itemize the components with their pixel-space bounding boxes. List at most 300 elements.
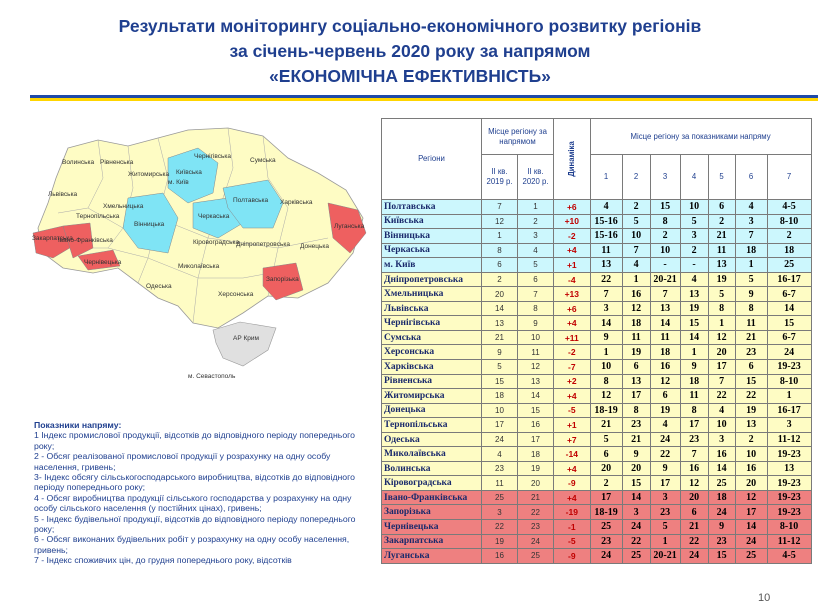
table-row — [382, 243, 812, 258]
table-row — [382, 461, 812, 476]
indicator-rank-3: 14 — [650, 316, 680, 331]
indicator-rank-7: 6-7 — [767, 287, 811, 302]
region-name: Чернівецька — [382, 520, 482, 535]
indicator-rank-4: 3 — [680, 229, 708, 244]
indicator-rank-5: 17 — [708, 360, 735, 375]
indicator-rank-7: 19-23 — [767, 360, 811, 375]
table-row — [382, 534, 812, 549]
map-label-chernihivska: Чернігівська — [194, 153, 232, 160]
rank-dynamics: +7 — [554, 432, 591, 447]
indicator-rank-6: 18 — [735, 243, 767, 258]
rank-q2-2019: 23 — [482, 461, 518, 476]
rank-q2-2020: 14 — [518, 389, 554, 404]
rank-q2-2020: 15 — [518, 403, 554, 418]
rank-dynamics: +4 — [554, 490, 591, 505]
indicator-rank-1: 25 — [590, 520, 622, 535]
region-name: Житомирська — [382, 389, 482, 404]
indicator-rank-4: 23 — [680, 432, 708, 447]
indicator-rank-5: 15 — [708, 549, 735, 564]
indicator-rank-4: 18 — [680, 374, 708, 389]
indicator-rank-1: 20 — [590, 461, 622, 476]
rank-dynamics: -2 — [554, 345, 591, 360]
indicator-rank-2: 19 — [622, 345, 650, 360]
indicator-rank-4: 22 — [680, 534, 708, 549]
legend-item: 1 Індекс промислової продукції, відсотків до відповідного періоду попереднього року; — [34, 430, 355, 451]
indicator-rank-4: 13 — [680, 287, 708, 302]
rank-q2-2019: 25 — [482, 490, 518, 505]
rank-dynamics: +1 — [554, 418, 591, 433]
rank-q2-2020: 9 — [518, 316, 554, 331]
legend-item: 2 - Обсяг реалізованої промислової продукції у розрахунку на одну особу населення, гривень; — [34, 451, 331, 472]
indicator-rank-3: 1 — [650, 534, 680, 549]
indicator-rank-5: 20 — [708, 345, 735, 360]
map-label-kyiv: м. Київ — [168, 179, 189, 186]
table-row — [382, 200, 812, 215]
rank-q2-2019: 2 — [482, 272, 518, 287]
rank-q2-2019: 11 — [482, 476, 518, 491]
table-row — [382, 330, 812, 345]
rank-q2-2019: 12 — [482, 214, 518, 229]
indicator-rank-5: 23 — [708, 534, 735, 549]
indicator-rank-1: 13 — [590, 258, 622, 273]
rank-q2-2019: 17 — [482, 418, 518, 433]
rank-q2-2020: 25 — [518, 549, 554, 564]
indicator-rank-4: 9 — [680, 360, 708, 375]
region-name: Харківська — [382, 360, 482, 375]
indicator-rank-7: 4-5 — [767, 549, 811, 564]
rank-q2-2019: 20 — [482, 287, 518, 302]
title-line-3: «ЕКОНОМІЧНА ЕФЕКТИВНІСТЬ» — [269, 66, 551, 86]
indicator-rank-6: 5 — [735, 272, 767, 287]
header-q2-2019: ІІ кв. 2019 р. — [482, 155, 518, 200]
indicator-rank-1: 11 — [590, 243, 622, 258]
rank-dynamics: +10 — [554, 214, 591, 229]
indicator-rank-2: 15 — [622, 476, 650, 491]
rank-dynamics: +4 — [554, 461, 591, 476]
indicator-rank-7: 8-10 — [767, 214, 811, 229]
indicator-rank-2: 7 — [622, 243, 650, 258]
indicator-rank-4: 19 — [680, 301, 708, 316]
map-label-ivanofrankivska: Івано-Франківська — [58, 237, 113, 244]
indicator-rank-6: 17 — [735, 505, 767, 520]
header-place-indicators: Місце регіону за показниками напряму — [590, 119, 811, 155]
indicator-rank-6: 12 — [735, 490, 767, 505]
table-row — [382, 490, 812, 505]
indicator-rank-7: 2 — [767, 229, 811, 244]
title-line-2: за січень-червень 2020 року за напрямом — [229, 41, 591, 61]
rank-q2-2019: 16 — [482, 549, 518, 564]
title-line-1: Результати моніторингу соціально-економічного розвитку регіонів — [118, 16, 702, 36]
indicator-rank-1: 23 — [590, 534, 622, 549]
rank-q2-2019: 19 — [482, 534, 518, 549]
indicator-rank-1: 15-16 — [590, 214, 622, 229]
indicator-rank-3: 12 — [650, 374, 680, 389]
legend-item: 3- Індекс обсягу сільськогосподарського виробництва, відсотків до відповідного періоду попереднього року; — [34, 472, 355, 493]
indicator-rank-4: 16 — [680, 461, 708, 476]
rank-q2-2019: 7 — [482, 200, 518, 215]
indicator-rank-7: 3 — [767, 418, 811, 433]
rank-q2-2020: 21 — [518, 490, 554, 505]
rank-q2-2020: 18 — [518, 447, 554, 462]
indicator-rank-3: 15 — [650, 200, 680, 215]
header-col-6: 6 — [735, 155, 767, 200]
legend-item: 4 - Обсяг виробництва продукції сільського господарства у розрахунку на одну особу сільського населення (у постійних цінах), гривень; — [34, 492, 352, 514]
indicator-rank-4: 17 — [680, 418, 708, 433]
indicator-rank-2: 8 — [622, 403, 650, 418]
indicator-rank-5: 18 — [708, 490, 735, 505]
map-label-sumska: Сумська — [250, 157, 276, 164]
table-row — [382, 432, 812, 447]
table-row — [382, 272, 812, 287]
indicator-rank-7: 15 — [767, 316, 811, 331]
rank-q2-2020: 22 — [518, 505, 554, 520]
rank-q2-2020: 6 — [518, 272, 554, 287]
rank-dynamics: -5 — [554, 403, 591, 418]
map-label-khmelnytska: Хмельницька — [103, 203, 144, 210]
indicator-rank-6: 22 — [735, 389, 767, 404]
indicator-rank-6: 7 — [735, 229, 767, 244]
indicator-rank-6: 10 — [735, 447, 767, 462]
rank-q2-2019: 22 — [482, 520, 518, 535]
region-name: Черкаська — [382, 243, 482, 258]
rank-q2-2020: 10 — [518, 330, 554, 345]
table-row — [382, 360, 812, 375]
indicator-rank-7: 19-23 — [767, 476, 811, 491]
rank-q2-2019: 9 — [482, 345, 518, 360]
region-name: Київська — [382, 214, 482, 229]
table-row — [382, 505, 812, 520]
rank-q2-2019: 5 — [482, 360, 518, 375]
map-label-odeska: Одеська — [146, 283, 172, 290]
indicator-rank-1: 4 — [590, 200, 622, 215]
indicator-rank-5: 2 — [708, 214, 735, 229]
indicator-rank-2: 10 — [622, 229, 650, 244]
rank-dynamics: -1 — [554, 520, 591, 535]
indicator-rank-5: 9 — [708, 520, 735, 535]
indicator-rank-7: 8-10 — [767, 374, 811, 389]
indicator-rank-7: 24 — [767, 345, 811, 360]
indicator-rank-7: 13 — [767, 461, 811, 476]
map-label-zhytomyrska: Житомирська — [128, 171, 170, 178]
table-row — [382, 549, 812, 564]
map-label-donetska: Донецька — [300, 243, 330, 250]
indicator-rank-7: 11-12 — [767, 534, 811, 549]
map-label-ternopilska: Тернопільська — [76, 213, 120, 220]
indicator-rank-6: 2 — [735, 432, 767, 447]
rank-q2-2020: 1 — [518, 200, 554, 215]
rank-dynamics: +6 — [554, 301, 591, 316]
header-regions: Регіони — [382, 119, 482, 200]
rank-q2-2020: 12 — [518, 360, 554, 375]
indicator-rank-7: 1 — [767, 389, 811, 404]
rank-q2-2020: 8 — [518, 301, 554, 316]
rank-dynamics: -14 — [554, 447, 591, 462]
indicator-rank-2: 24 — [622, 520, 650, 535]
rank-dynamics: -9 — [554, 549, 591, 564]
indicator-rank-6: 23 — [735, 345, 767, 360]
indicator-rank-6: 19 — [735, 403, 767, 418]
indicator-rank-5: 3 — [708, 432, 735, 447]
indicator-rank-4: 20 — [680, 490, 708, 505]
indicator-rank-2: 22 — [622, 534, 650, 549]
indicator-rank-5: 6 — [708, 200, 735, 215]
table-row — [382, 374, 812, 389]
map-label-khersonska: Херсонська — [218, 291, 254, 298]
indicator-rank-1: 1 — [590, 345, 622, 360]
indicator-rank-7: 4-5 — [767, 200, 811, 215]
indicator-rank-2: 14 — [622, 490, 650, 505]
indicator-rank-2: 11 — [622, 330, 650, 345]
indicator-rank-1: 24 — [590, 549, 622, 564]
region-name: Івано-Франківська — [382, 490, 482, 505]
rank-dynamics: -4 — [554, 272, 591, 287]
indicator-rank-5: 16 — [708, 447, 735, 462]
region-name: Рівненська — [382, 374, 482, 389]
rank-q2-2020: 5 — [518, 258, 554, 273]
indicator-rank-5: 22 — [708, 389, 735, 404]
indicator-rank-3: 9 — [650, 461, 680, 476]
indicator-rank-6: 11 — [735, 316, 767, 331]
indicator-rank-2: 9 — [622, 447, 650, 462]
indicator-rank-5: 5 — [708, 287, 735, 302]
header-col-7: 7 — [767, 155, 811, 200]
indicator-rank-4: 6 — [680, 505, 708, 520]
region-name: Вінницька — [382, 229, 482, 244]
rank-q2-2020: 3 — [518, 229, 554, 244]
table-row — [382, 287, 812, 302]
indicator-rank-6: 15 — [735, 374, 767, 389]
rank-q2-2019: 21 — [482, 330, 518, 345]
indicator-rank-3: 23 — [650, 505, 680, 520]
indicator-rank-2: 16 — [622, 287, 650, 302]
legend-heading: Показники напряму: — [34, 420, 122, 430]
indicator-rank-1: 12 — [590, 389, 622, 404]
region-name: Донецька — [382, 403, 482, 418]
indicator-rank-7: 11-12 — [767, 432, 811, 447]
table-row — [382, 520, 812, 535]
indicator-rank-7: 14 — [767, 301, 811, 316]
indicator-rank-5: 1 — [708, 316, 735, 331]
rank-dynamics: +11 — [554, 330, 591, 345]
map-label-zaporizka: Запорізька — [266, 276, 299, 283]
region-name: Тернопільська — [382, 418, 482, 433]
map-label-poltavska: Полтавська — [233, 197, 269, 204]
rank-q2-2019: 14 — [482, 301, 518, 316]
indicator-rank-4: 12 — [680, 476, 708, 491]
flag-stripe-yellow — [30, 98, 818, 101]
indicator-rank-5: 19 — [708, 272, 735, 287]
indicator-rank-2: 4 — [622, 258, 650, 273]
table-row — [382, 447, 812, 462]
region-name: Чернігівська — [382, 316, 482, 331]
table-row — [382, 301, 812, 316]
table-row — [382, 316, 812, 331]
rank-q2-2019: 10 — [482, 403, 518, 418]
map-label-zakarpatska: Закарпатська — [32, 235, 73, 242]
indicator-rank-1: 18-19 — [590, 403, 622, 418]
map-label-rivnenska: Рівненська — [100, 159, 134, 166]
indicator-rank-1: 8 — [590, 374, 622, 389]
indicator-rank-3: 7 — [650, 287, 680, 302]
indicator-rank-5: 12 — [708, 330, 735, 345]
indicator-rank-3: 11 — [650, 330, 680, 345]
rank-q2-2020: 17 — [518, 432, 554, 447]
indicator-rank-6: 25 — [735, 549, 767, 564]
rank-q2-2020: 20 — [518, 476, 554, 491]
indicator-rank-3: 13 — [650, 301, 680, 316]
rank-q2-2020: 23 — [518, 520, 554, 535]
map-label-volynska: Волинська — [62, 159, 95, 166]
indicator-rank-2: 18 — [622, 316, 650, 331]
indicator-rank-4: 15 — [680, 316, 708, 331]
indicator-rank-7: 25 — [767, 258, 811, 273]
indicator-rank-3: 6 — [650, 389, 680, 404]
indicator-rank-3: 4 — [650, 418, 680, 433]
indicator-rank-1: 21 — [590, 418, 622, 433]
indicator-rank-3: 2 — [650, 229, 680, 244]
indicator-rank-4: 5 — [680, 214, 708, 229]
indicator-rank-4: 4 — [680, 272, 708, 287]
rank-dynamics: -5 — [554, 534, 591, 549]
indicator-rank-1: 3 — [590, 301, 622, 316]
indicator-rank-3: 19 — [650, 403, 680, 418]
rank-dynamics: -7 — [554, 360, 591, 375]
region-name: Херсонська — [382, 345, 482, 360]
header-col-4: 4 — [680, 155, 708, 200]
region-name: Луганська — [382, 549, 482, 564]
indicator-rank-6: 9 — [735, 287, 767, 302]
header-place-direction: Місце регіону за напрямом — [482, 119, 554, 155]
indicator-rank-1: 9 — [590, 330, 622, 345]
indicator-rank-1: 2 — [590, 476, 622, 491]
indicator-rank-6: 13 — [735, 418, 767, 433]
header-dynamics: Динаміка — [554, 119, 591, 200]
indicator-rank-7: 19-23 — [767, 447, 811, 462]
table-row — [382, 389, 812, 404]
indicator-rank-2: 2 — [622, 200, 650, 215]
indicator-rank-3: 20-21 — [650, 272, 680, 287]
region-name: Волинська — [382, 461, 482, 476]
legend-item: 7 - Індекс споживчих цін, до грудня попереднього року, відсотків — [34, 555, 292, 566]
indicator-rank-5: 25 — [708, 476, 735, 491]
legend-item: 6 - Обсяг виконаних будівельних робіт у розрахунку на одну особу населення, гривень; — [34, 534, 350, 555]
map-label-crimea: АР Крим — [233, 335, 259, 342]
indicator-rank-4: 1 — [680, 345, 708, 360]
indicator-rank-7: 16-17 — [767, 403, 811, 418]
table-row — [382, 214, 812, 229]
indicator-rank-6: 8 — [735, 301, 767, 316]
ranking-table — [381, 118, 812, 564]
indicator-rank-5: 4 — [708, 403, 735, 418]
indicator-rank-6: 14 — [735, 520, 767, 535]
region-name: Запорізька — [382, 505, 482, 520]
indicator-rank-4: 11 — [680, 389, 708, 404]
rank-q2-2019: 4 — [482, 447, 518, 462]
map-label-mykolaivska: Миколаївська — [178, 263, 220, 270]
region-name: Одеська — [382, 432, 482, 447]
indicator-rank-1: 14 — [590, 316, 622, 331]
map-label-sevastopol: м. Севастополь — [188, 373, 236, 380]
map-region-crimea — [213, 322, 276, 366]
region-name: Дніпропетровська — [382, 272, 482, 287]
rank-q2-2020: 24 — [518, 534, 554, 549]
map-label-lvivska: Львівська — [48, 191, 78, 198]
indicator-rank-2: 1 — [622, 272, 650, 287]
indicators-legend — [34, 420, 376, 566]
rank-q2-2020: 13 — [518, 374, 554, 389]
indicator-rank-2: 3 — [622, 505, 650, 520]
indicator-rank-7: 19-23 — [767, 490, 811, 505]
indicator-rank-6: 21 — [735, 330, 767, 345]
indicator-rank-7: 8-10 — [767, 520, 811, 535]
indicator-rank-4: 8 — [680, 403, 708, 418]
indicator-rank-4: 7 — [680, 447, 708, 462]
indicator-rank-4: 10 — [680, 200, 708, 215]
table-row — [382, 418, 812, 433]
indicator-rank-2: 21 — [622, 432, 650, 447]
rank-dynamics: -19 — [554, 505, 591, 520]
indicator-rank-4: 2 — [680, 243, 708, 258]
indicator-rank-1: 7 — [590, 287, 622, 302]
indicator-rank-5: 21 — [708, 229, 735, 244]
rank-dynamics: +4 — [554, 316, 591, 331]
indicator-rank-1: 18-19 — [590, 505, 622, 520]
map-label-dnipropetrovska: Дніпропетровська — [236, 241, 290, 248]
indicator-rank-5: 13 — [708, 258, 735, 273]
region-name: м. Київ — [382, 258, 482, 273]
table-row — [382, 229, 812, 244]
rank-q2-2019: 6 — [482, 258, 518, 273]
indicator-rank-3: 22 — [650, 447, 680, 462]
rank-dynamics: +4 — [554, 389, 591, 404]
legend-item: 5 - Індекс будівельної продукції, відсотків до відповідного періоду попереднього року; — [34, 513, 356, 535]
indicator-rank-7: 18 — [767, 243, 811, 258]
indicator-rank-3: 17 — [650, 476, 680, 491]
map-label-kharkivska: Харківська — [280, 199, 313, 206]
rank-q2-2020: 4 — [518, 243, 554, 258]
ukraine-map — [28, 118, 380, 388]
indicator-rank-5: 10 — [708, 418, 735, 433]
indicator-rank-6: 16 — [735, 461, 767, 476]
map-label-luhanska: Луганська — [334, 223, 365, 230]
indicator-rank-2: 6 — [622, 360, 650, 375]
indicator-rank-5: 8 — [708, 301, 735, 316]
indicator-rank-2: 13 — [622, 374, 650, 389]
rank-dynamics: +13 — [554, 287, 591, 302]
rank-q2-2019: 8 — [482, 243, 518, 258]
map-label-vinnytska: Вінницька — [134, 221, 165, 228]
header-col-5: 5 — [708, 155, 735, 200]
indicator-rank-6: 4 — [735, 200, 767, 215]
indicator-rank-1: 10 — [590, 360, 622, 375]
indicator-rank-5: 7 — [708, 374, 735, 389]
rank-q2-2019: 15 — [482, 374, 518, 389]
rank-q2-2019: 3 — [482, 505, 518, 520]
rank-dynamics: +2 — [554, 374, 591, 389]
rank-q2-2020: 7 — [518, 287, 554, 302]
rank-q2-2020: 2 — [518, 214, 554, 229]
indicator-rank-3: 5 — [650, 520, 680, 535]
region-name: Кіровоградська — [382, 476, 482, 491]
indicator-rank-6: 3 — [735, 214, 767, 229]
table-row — [382, 403, 812, 418]
indicator-rank-5: 24 — [708, 505, 735, 520]
ranking-table-body — [382, 200, 812, 564]
indicator-rank-3: 3 — [650, 490, 680, 505]
rank-q2-2019: 18 — [482, 389, 518, 404]
ukraine-map-svg — [28, 118, 380, 388]
indicator-rank-1: 17 — [590, 490, 622, 505]
